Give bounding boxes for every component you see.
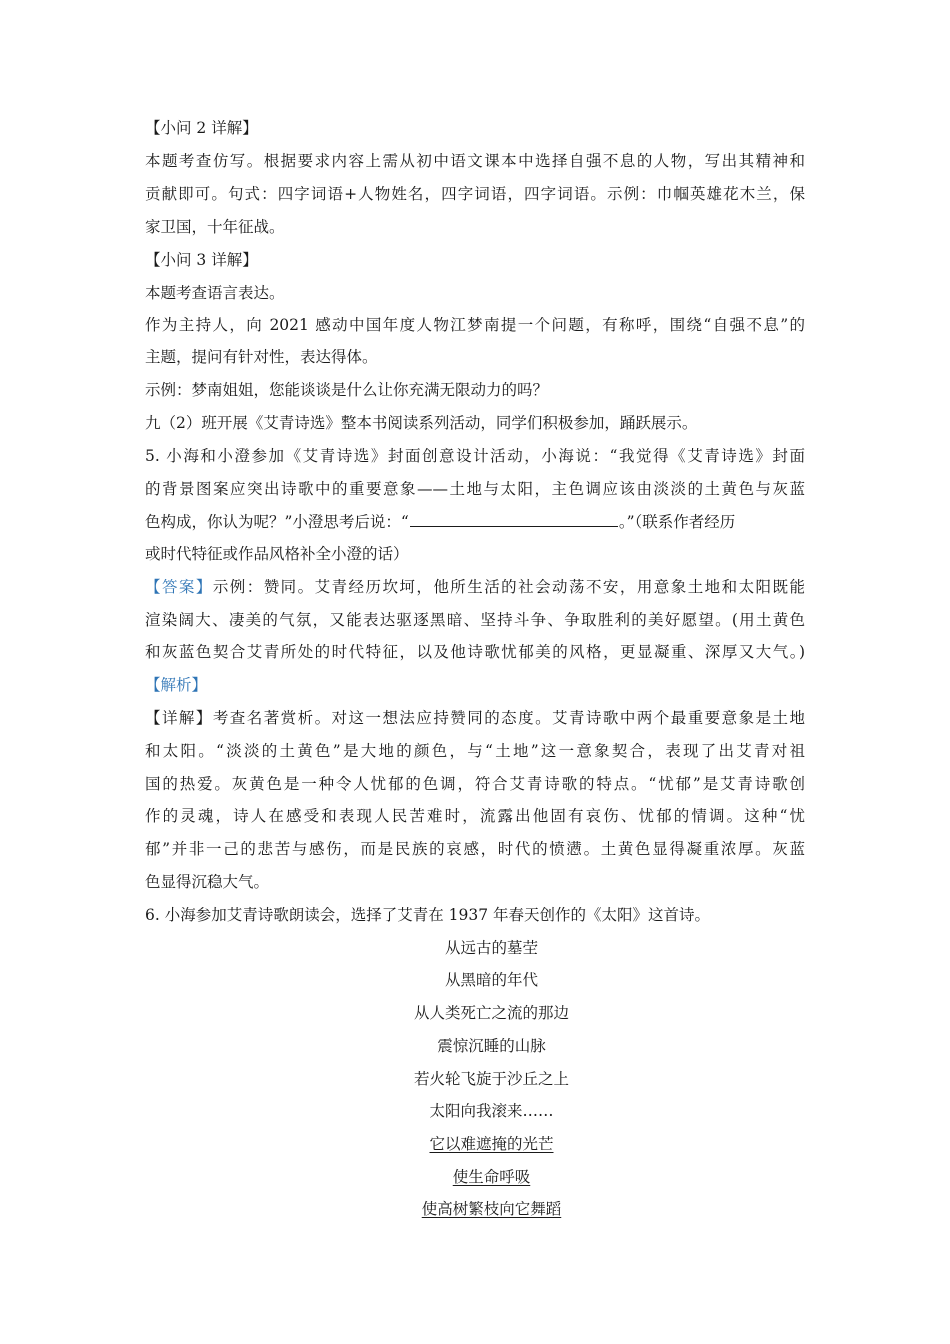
q3-text-line-1: 本题考查语言表达。 (145, 284, 285, 302)
answer-label: 【答案】 (145, 578, 213, 596)
q6-line: 6. 小海参加艾青诗歌朗读会，选择了艾青在 1937 年春天创作的《太阳》这首诗。 (145, 906, 711, 924)
underlined-text: 使生命呼吸 (452, 1168, 531, 1186)
q2-text-line-2: 贡献即可。句式：四字词语+人物姓名，四字词语，四字词语。示例：巾帼英雄花木兰，保 (145, 185, 805, 203)
q2-text-line-3: 家卫国，十年征战。 (145, 218, 285, 236)
q3-text-line-3: 主题，提问有针对性，表达得体。 (145, 348, 378, 366)
poem-underlined-line-1 (0, 1134, 950, 1154)
q5-line-3-end: 。”（联系作者经历 (618, 513, 736, 531)
detail-line-5: 郁”并非一己的悲苦与感伤，而是民族的哀感，时代的愤懑。土黄色显得凝重浓厚。灰蓝 (145, 840, 805, 858)
answer-text: 示例：赞同。艾青经历坎坷，他所生活的社会动荡不安，用意象土地和太阳既能 (212, 578, 805, 596)
poem-line-6: 太阳向我滚来…… (429, 1102, 554, 1120)
analysis-label: 【解析】 (145, 676, 208, 694)
detail-line-1: 【详解】考查名著赏析。对这一想法应持赞同的态度。艾青诗歌中两个最重要意象是土地 (145, 709, 805, 727)
q3-text-line-2: 作为主持人，向 2021 感动中国年度人物江梦南提一个问题，有称呼，围绕“自强不息”的 (145, 316, 805, 334)
detail-line-4: 作的灵魂，诗人在感受和表现人民苦难时，流露出他固有哀伤、忧郁的情调。这种“忧 (145, 807, 805, 825)
answer-line-1 (145, 577, 805, 597)
q5-line-3-start: 色构成，你认为呢？”小澄思考后说：“ (145, 513, 409, 531)
answer-blank (410, 511, 618, 527)
poem-underlined-line-3 (0, 1199, 950, 1219)
q5-line-1: 5. 小海和小澄参加《艾青诗选》封面创意设计活动，小海说：“我觉得《艾青诗选》封面 (145, 447, 805, 465)
q3-heading: 【小问 3 详解】 (145, 251, 258, 269)
answer-line-2: 渲染阔大、凄美的气氛，又能表达驱逐黑暗、坚持斗争、争取胜利的美好愿望。(用土黄色 (145, 611, 805, 629)
q5-line-2: 的背景图案应突出诗歌中的重要意象——土地与太阳，主色调应该由淡淡的土黄色与灰蓝 (145, 480, 805, 498)
q5-line-4: 或时代特征或作品风格补全小澄的话） (145, 545, 409, 563)
underlined-text: 使高树繁枝向它舞蹈 (421, 1200, 562, 1218)
poem-line-2: 从黑暗的年代 (444, 971, 538, 989)
q2-text-line-1: 本题考查仿写。根据要求内容上需从初中语文课本中选择自强不息的人物，写出其精神和 (145, 152, 805, 170)
poem-line-4: 震惊沉睡的山脉 (437, 1037, 546, 1055)
underlined-text: 它以难遮掩的光芒 (429, 1135, 554, 1153)
poem-underlined-line-2 (0, 1167, 950, 1187)
q2-heading: 【小问 2 详解】 (145, 119, 258, 137)
poem-line-1: 从远古的墓茔 (444, 939, 538, 957)
answer-line-3: 和灰蓝色契合艾青所处的时代特征，以及他诗歌忧郁美的风格，更显凝重、深厚又大气。) (145, 643, 805, 661)
q3-text-line-4: 示例：梦南姐姐，您能谈谈是什么让你充满无限动力的吗？ (145, 381, 549, 399)
q5-line-3 (145, 511, 805, 532)
detail-line-6: 色显得沉稳大气。 (145, 873, 270, 891)
poem-line-5: 若火轮飞旋于沙丘之上 (413, 1070, 569, 1088)
poem-line-3: 从人类死亡之流的那边 (413, 1004, 569, 1022)
detail-line-2: 和太阳。“淡淡的土黄色”是大地的颜色，与“土地”这一意象契合，表现了出艾青对祖 (145, 742, 805, 760)
detail-line-3: 国的热爱。灰黄色是一种令人忧郁的色调，符合艾青诗歌的特点。“忧郁”是艾青诗歌创 (145, 775, 805, 793)
section-intro: 九（2）班开展《艾青诗选》整本书阅读系列活动，同学们积极参加，踊跃展示。 (145, 414, 698, 432)
